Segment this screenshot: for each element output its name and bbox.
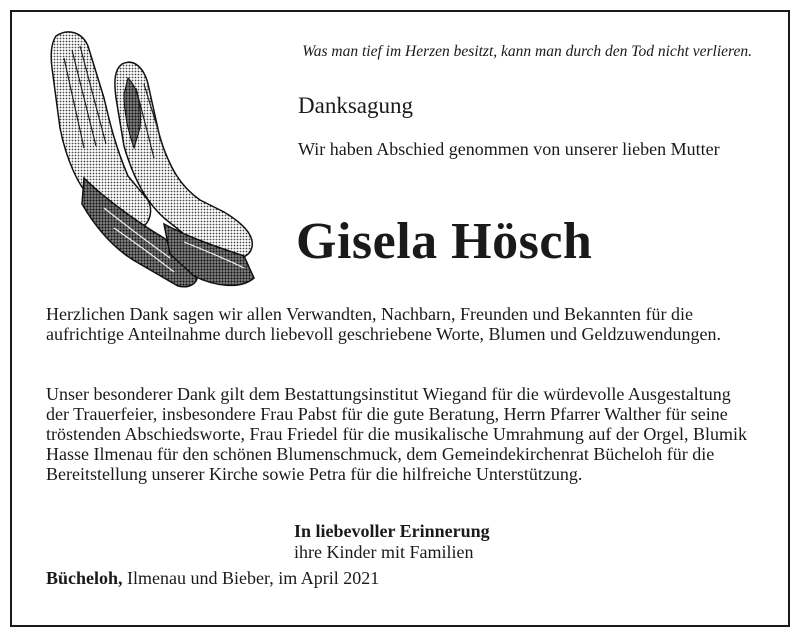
thanks-paragraph: Herzlichen Dank sagen wir allen Verwandten, Nachbarn, Freunden und Bekannten für die aufrichtige Anteilnahme durch liebevoll geschriebene Worte, Blumen und Geldzuwendungen. [46, 304, 722, 344]
place-rest: Ilmenau und Bieber, im April 2021 [122, 568, 380, 588]
special-thanks-paragraph: Unser besonderer Dank gilt dem Bestattungsinstitut Wiegand für die würdevolle Ausgestaltung der Trauerfeier, insbesondere Frau Pabst für die gute Beratung, Herrn Pfarrer Walther für seine tröstenden Abschiedsworte, Frau Friedel für die musikalische Umrahmung auf der Orgel, Blumik Hasse Ilmenau für den schönen Blumenschmuck, dem Gemeindekirchenrat Bücheloh für die Bereitstellung unserer Kirche sowie Petra für die hilfreiche Unterstützung. [46, 384, 748, 484]
signoff [294, 521, 490, 563]
motto-quote: Was man tief im Herzen besitzt, kann man durch den Tod nicht verlieren. [302, 43, 752, 60]
notice-heading: Danksagung [298, 93, 413, 118]
intro-text: Wir haben Abschied genommen von unserer lieben Mutter [298, 139, 720, 159]
signoff-line-1: In liebevoller Erinnerung [294, 521, 490, 541]
place-date [46, 568, 379, 589]
signoff-line-2: ihre Kinder mit Familien [294, 542, 474, 562]
place-bold: Bücheloh, [46, 568, 123, 588]
deceased-name: Gisela Hösch [296, 213, 593, 270]
praying-hands-icon [44, 28, 264, 294]
